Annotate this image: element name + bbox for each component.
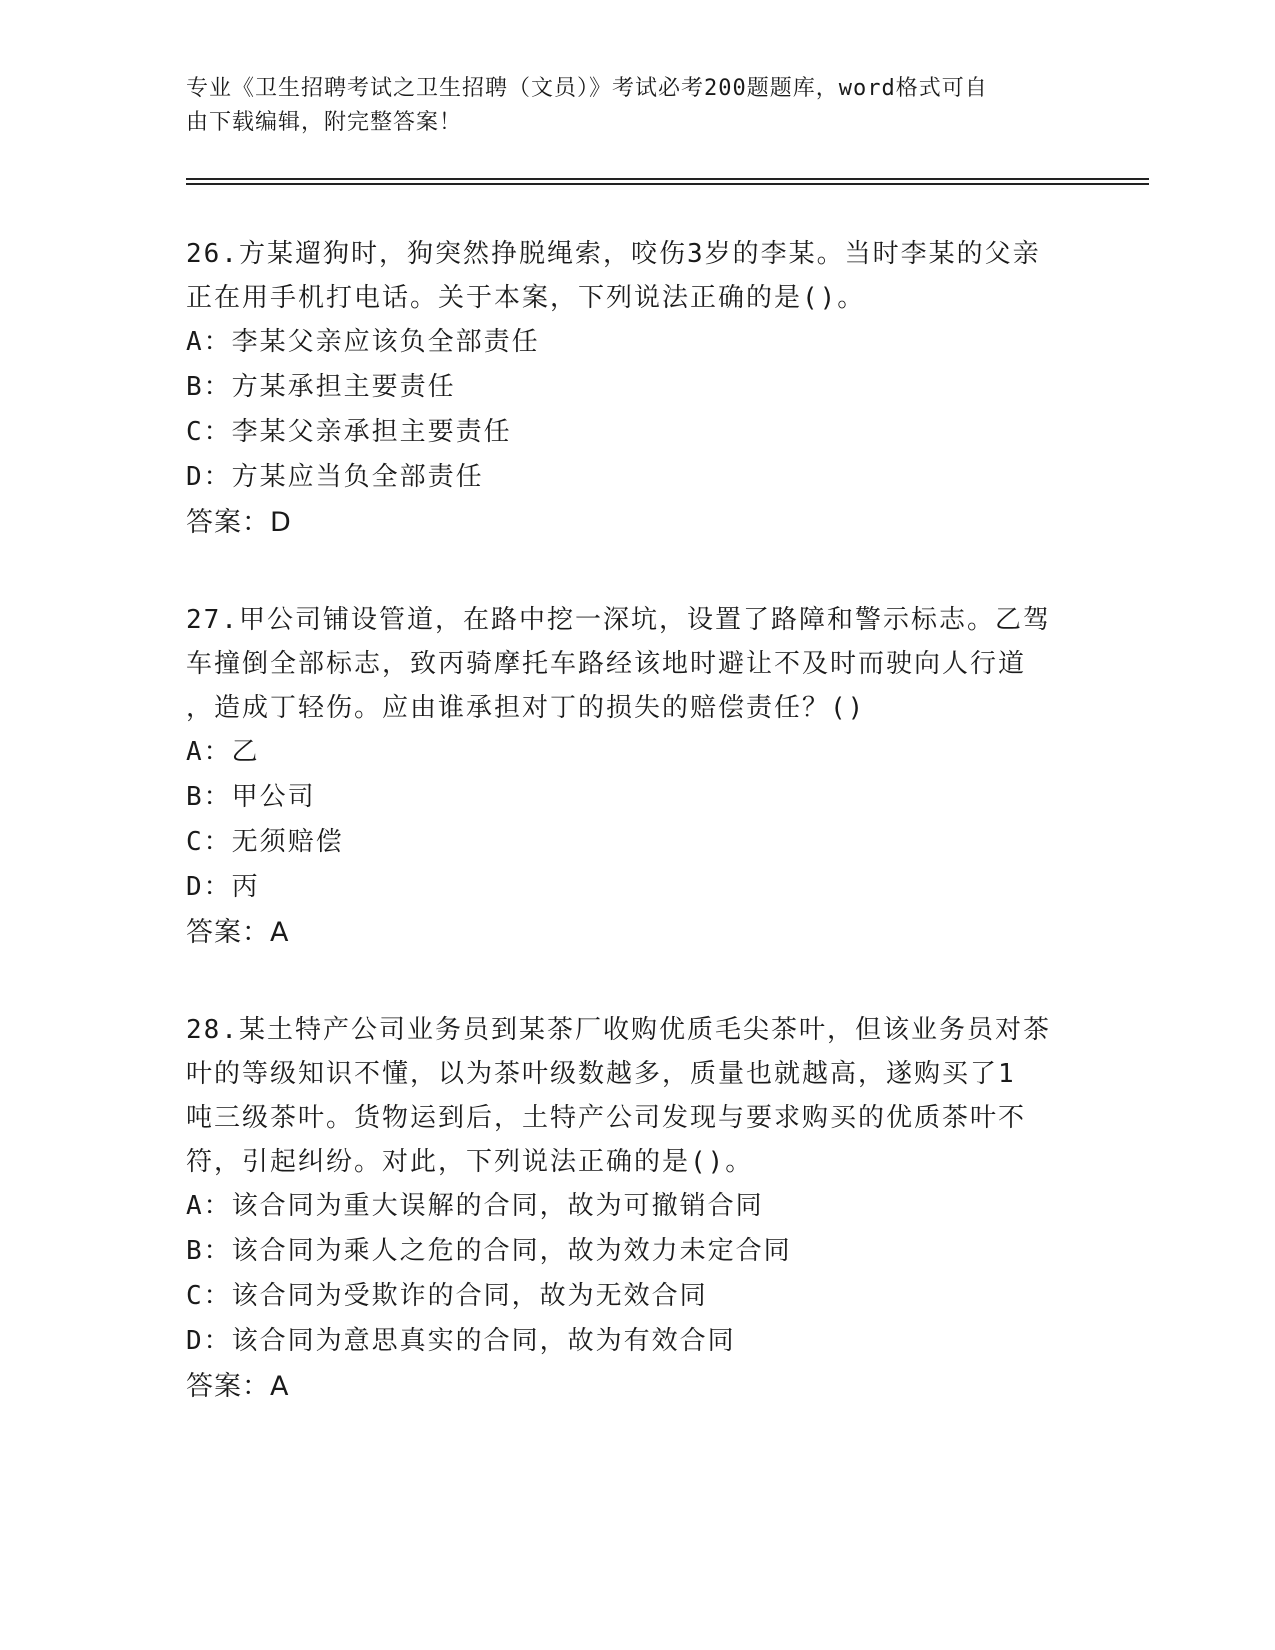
question-stem-line: 28.某土特产公司业务员到某茶厂收购优质毛尖茶叶，但该业务员对茶 — [186, 1015, 1051, 1045]
question-26 — [186, 232, 1086, 545]
question-stem-line: 车撞倒全部标志，致丙骑摩托车路经该地时避让不及时而驶向人行道 — [186, 649, 1027, 679]
question-28 — [186, 1008, 1086, 1409]
question-stem-line: 符，引起纠纷。对此，下列说法正确的是()。 — [186, 1147, 754, 1177]
document-header — [186, 72, 1066, 140]
option-b: B：甲公司 — [186, 782, 316, 812]
question-stem-line: ，造成丁轻伤。应由谁承担对丁的损失的赔偿责任？() — [186, 693, 866, 723]
header-divider-top — [186, 178, 1149, 180]
answer: 答案：A — [186, 917, 290, 948]
header-line: 由下载编辑，附完整答案！ — [186, 110, 463, 135]
option-c: C：无须赔偿 — [186, 827, 344, 857]
option-d: D：方某应当负全部责任 — [186, 462, 484, 492]
question-stem-line: 27.甲公司铺设管道，在路中挖一深坑，设置了路障和警示标志。乙驾 — [186, 605, 1051, 635]
header-line: 专业《卫生招聘考试之卫生招聘（文员）》考试必考200题题库，word格式可自 — [186, 76, 988, 101]
option-c: C：李某父亲承担主要责任 — [186, 417, 512, 447]
option-a: A：李某父亲应该负全部责任 — [186, 327, 540, 357]
option-d: D：该合同为意思真实的合同，故为有效合同 — [186, 1326, 736, 1356]
question-stem-line: 正在用手机打电话。关于本案，下列说法正确的是()。 — [186, 283, 866, 313]
question-27 — [186, 598, 1086, 955]
option-a: A：该合同为重大误解的合同，故为可撤销合同 — [186, 1191, 764, 1221]
answer: 答案：D — [186, 507, 292, 538]
question-stem-line: 叶的等级知识不懂，以为茶叶级数越多，质量也就越高，遂购买了1 — [186, 1059, 1016, 1089]
question-stem-line: 吨三级茶叶。货物运到后，土特产公司发现与要求购买的优质茶叶不 — [186, 1103, 1027, 1133]
option-a: A：乙 — [186, 737, 260, 767]
option-c: C：该合同为受欺诈的合同，故为无效合同 — [186, 1281, 708, 1311]
answer: 答案：A — [186, 1371, 290, 1402]
option-b: B：该合同为乘人之危的合同，故为效力未定合同 — [186, 1236, 792, 1266]
option-b: B：方某承担主要责任 — [186, 372, 456, 402]
header-divider-bottom — [186, 183, 1149, 185]
question-stem-line: 26.方某遛狗时，狗突然挣脱绳索，咬伤3岁的李某。当时李某的父亲 — [186, 239, 1041, 269]
option-d: D：丙 — [186, 872, 260, 902]
